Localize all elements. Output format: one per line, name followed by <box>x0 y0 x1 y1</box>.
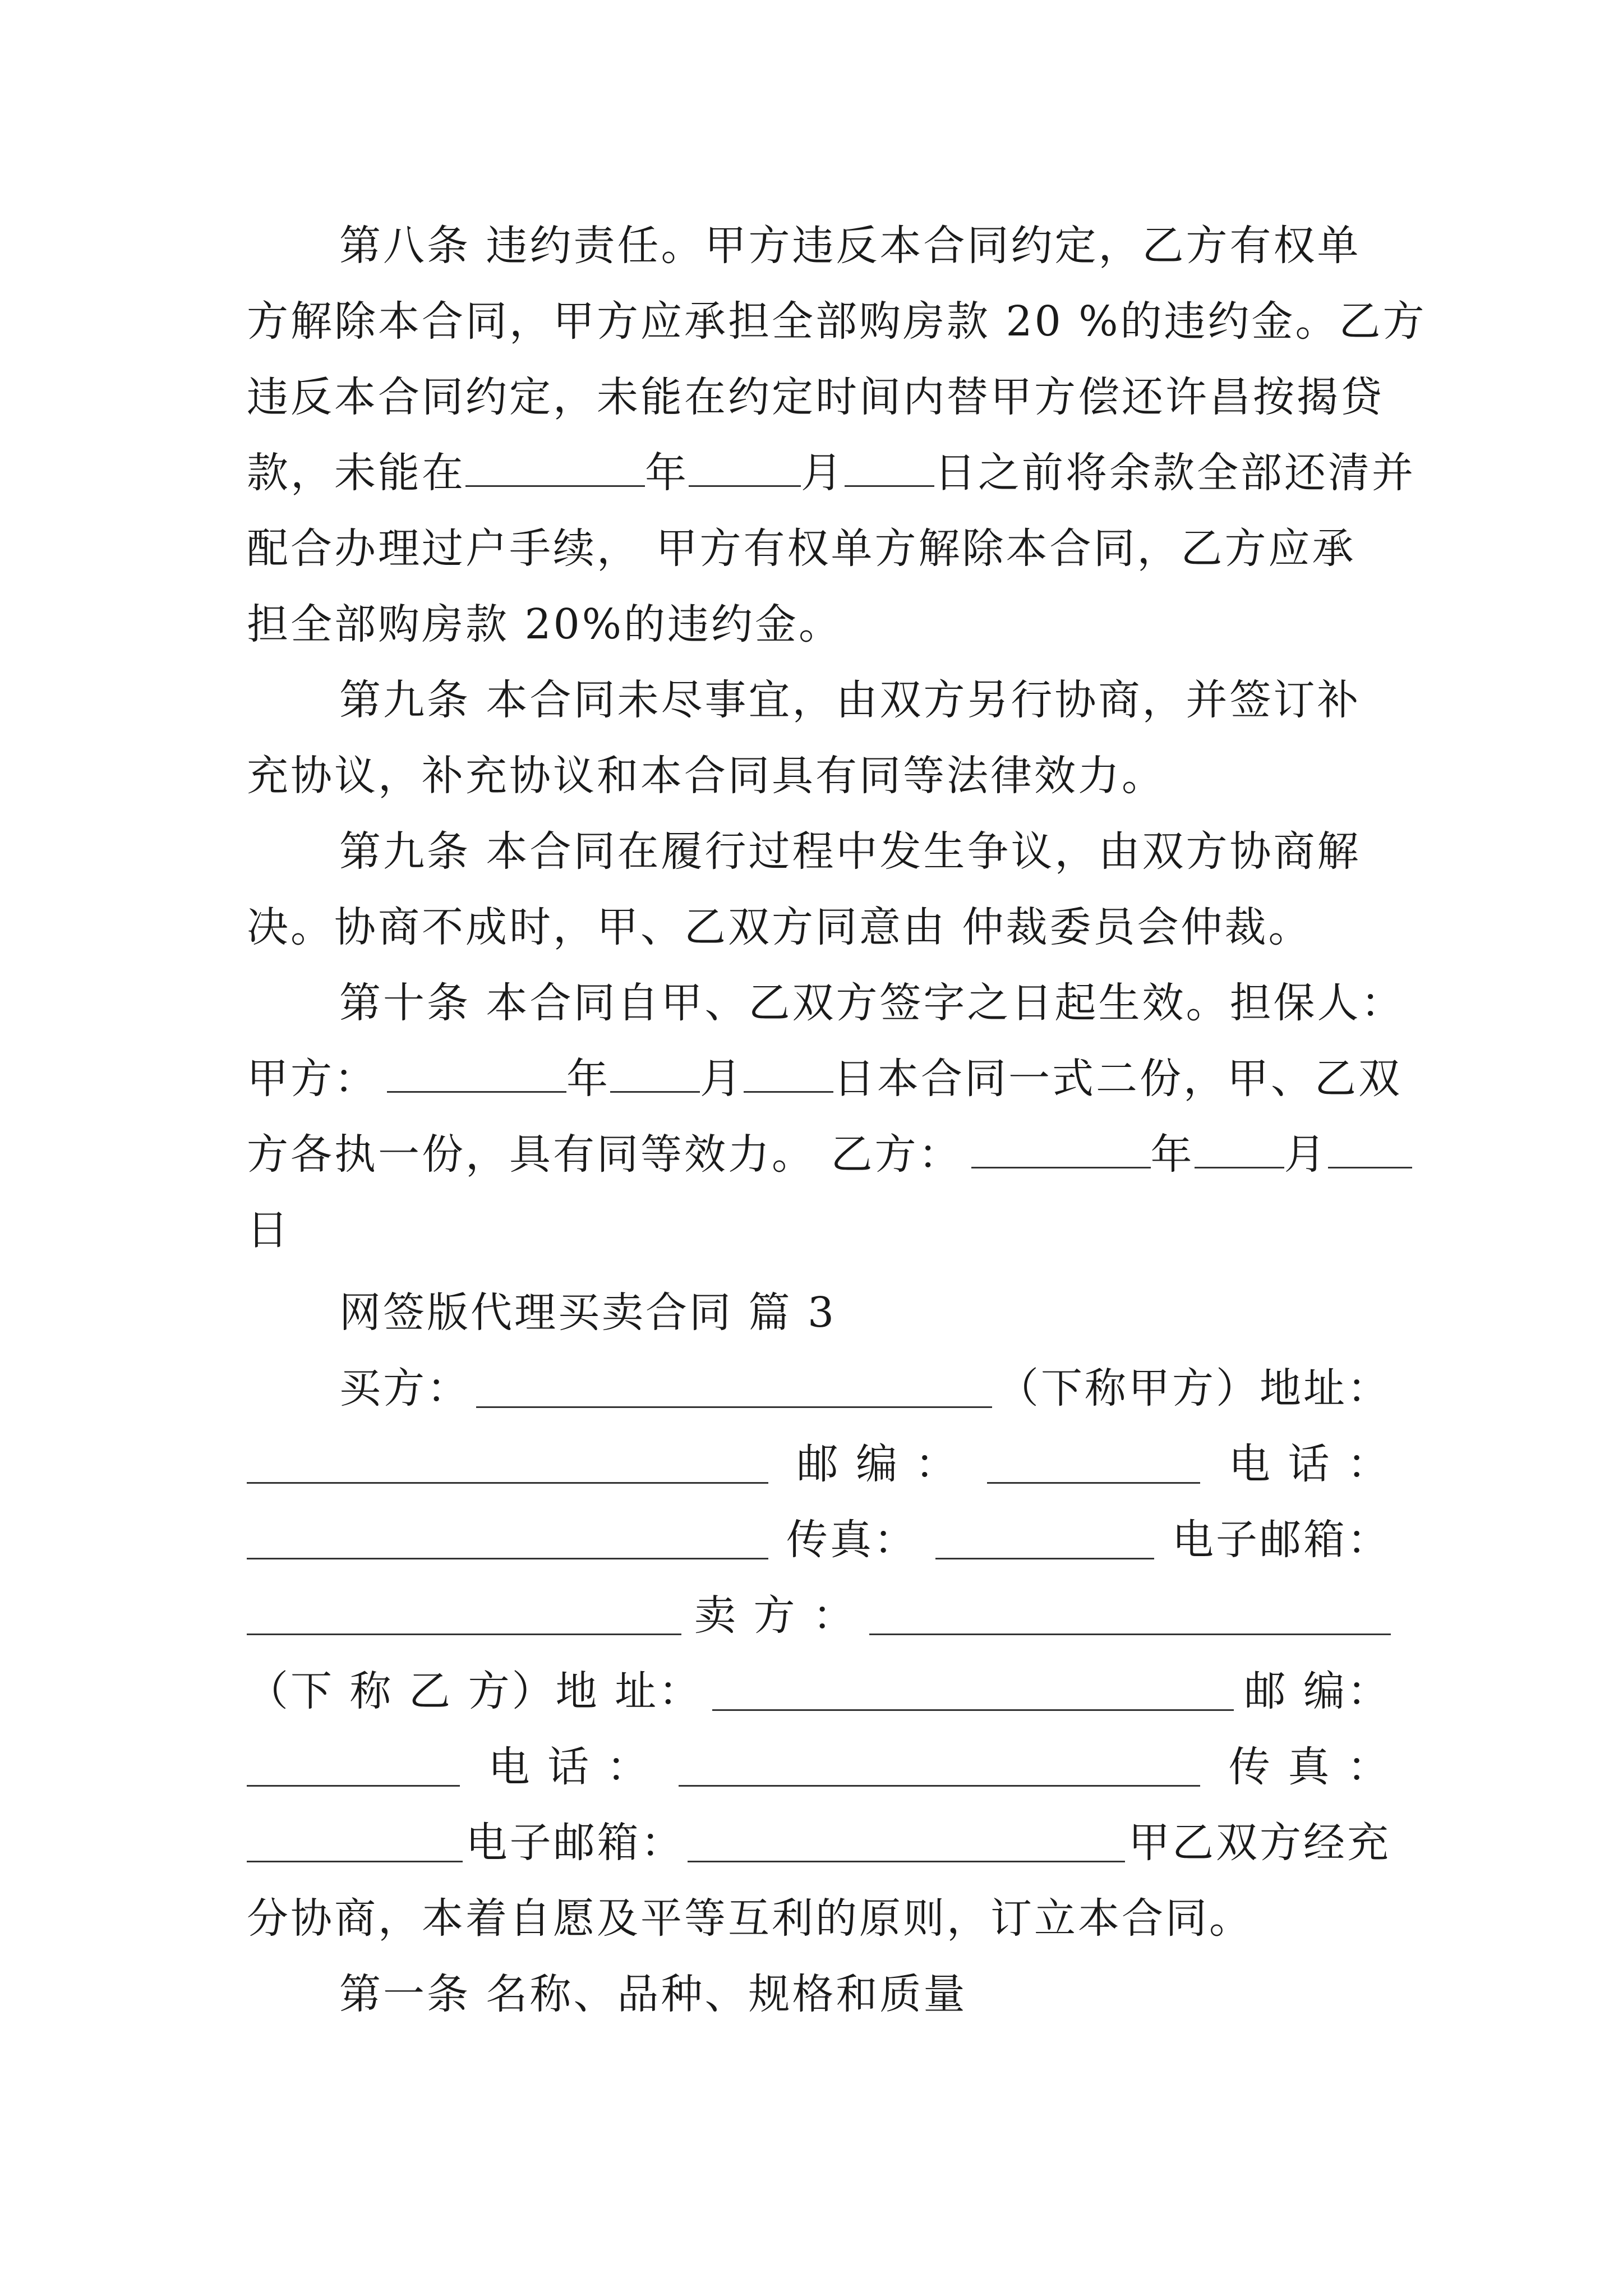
art10-line-1: 第十条 本合同自甲、乙双方签字之日起生效。担保人： <box>339 979 1405 1027</box>
art9b-line-1: 第九条 本合同在履行过程中发生争议，由双方协商解 <box>339 827 1361 876</box>
art8-line-6: 担全部购房款 20%的违约金。 <box>247 600 842 648</box>
buyer-name-blank <box>476 1369 992 1408</box>
year-label: 年 <box>1150 1130 1195 1179</box>
buyer-label: 买方： <box>339 1364 471 1412</box>
parties-line-5 <box>247 1652 1391 1731</box>
seller-phone-blank <box>679 1747 1200 1787</box>
seller-fax-blank <box>247 1823 463 1862</box>
month-blank <box>610 1053 700 1093</box>
day-blank <box>744 1053 833 1093</box>
buyer-postcode-blank <box>987 1444 1200 1484</box>
parties-line-7 <box>247 1803 1391 1882</box>
month-blank <box>689 448 801 487</box>
art8-line-5: 配合办理过户手续， 甲方有权单方解除本合同，乙方应承 <box>247 524 1356 573</box>
buyer-fax-label: 传真： <box>786 1516 917 1564</box>
seller-phone-label: 电 话 ： <box>488 1743 651 1791</box>
art10-line-2 <box>247 1039 1402 1118</box>
buyer-postcode-label: 邮 编 ： <box>796 1440 959 1488</box>
seller-email-label: 电子邮箱： <box>465 1819 685 1867</box>
seller-email-blank <box>688 1823 1125 1862</box>
seller-address-blank <box>712 1672 1234 1711</box>
parties-line-3 <box>247 1501 1391 1579</box>
day-blank <box>845 448 934 487</box>
art10-line-4: 日 <box>247 1206 291 1254</box>
parties-line-1 <box>339 1349 1391 1428</box>
buyer-email-blank <box>247 1596 681 1635</box>
parties-line-8: 分协商，本着自愿及平等互利的原则，订立本合同。 <box>247 1894 1253 1943</box>
parties-line-7-text: 甲乙双方经充 <box>1128 1819 1391 1867</box>
art8-line-3: 违反本合同约定，未能在约定时间内替甲方偿还许昌按揭贷 <box>247 373 1384 421</box>
year-label: 年 <box>566 1055 610 1103</box>
art9b-line-2: 决。协商不成时，甲、乙双方同意由 仲裁委员会仲裁。 <box>247 903 1312 951</box>
art9a-line-2: 充协议，补充协议和本合同具有同等法律效力。 <box>247 752 1165 800</box>
year-blank <box>465 448 645 487</box>
year-label: 年 <box>645 449 689 497</box>
party-a-label: 甲方： <box>247 1055 378 1103</box>
seller-postcode-label: 邮 编： <box>1244 1667 1391 1715</box>
seller-fax-label: 传 真 ： <box>1228 1743 1391 1791</box>
art8-line-1: 第八条 违约责任。甲方违反本合同约定，乙方有权单 <box>339 222 1361 270</box>
month-label: 月 <box>1284 1130 1328 1179</box>
seller-address-label: （下 称 乙 方）地 址： <box>247 1667 703 1715</box>
seller-label: 卖 方 ： <box>694 1591 857 1640</box>
month-blank <box>1195 1129 1284 1168</box>
seller-postcode-blank <box>247 1747 460 1787</box>
buyer-fax-blank <box>935 1520 1154 1559</box>
day-blank <box>1328 1129 1412 1168</box>
month-label: 月 <box>801 449 845 497</box>
buyer-email-label: 电子邮箱： <box>1172 1516 1391 1564</box>
buyer-address-blank <box>247 1444 768 1484</box>
seller-name-blank <box>869 1596 1391 1635</box>
art8-line-4-text-a: 款，未能在 <box>247 449 465 497</box>
art9a-line-1: 第九条 本合同未尽事宜，由双方另行协商，并签订补 <box>339 676 1361 724</box>
buyer-address-label: （下称甲方）地址： <box>997 1364 1391 1412</box>
art1-title: 第一条 名称、品种、规格和质量 <box>339 1970 967 2018</box>
art10-line-3 <box>247 1115 1391 1194</box>
art8-line-4-text-d: 日之前将余款全部还清并 <box>934 449 1415 497</box>
parties-line-4 <box>247 1576 1391 1655</box>
buyer-phone-blank <box>247 1520 768 1559</box>
month-label: 月 <box>700 1055 744 1103</box>
art10-line-3-text-a: 方各执一份，具有同等效力。 乙方： <box>247 1130 962 1179</box>
buyer-phone-label: 电 话 ： <box>1228 1440 1391 1488</box>
parties-line-6 <box>247 1728 1391 1806</box>
art8-line-2: 方解除本合同，甲方应承担全部购房款 20 %的违约金。乙方 <box>247 297 1427 346</box>
year-blank <box>971 1129 1151 1168</box>
section-title: 网签版代理买卖合同 篇 3 <box>339 1289 837 1337</box>
art10-line-2-text-d: 日本合同一式二份，甲、乙双 <box>833 1055 1402 1103</box>
art8-line-4 <box>247 434 1415 512</box>
year-blank <box>387 1053 566 1093</box>
parties-line-2 <box>247 1425 1391 1503</box>
